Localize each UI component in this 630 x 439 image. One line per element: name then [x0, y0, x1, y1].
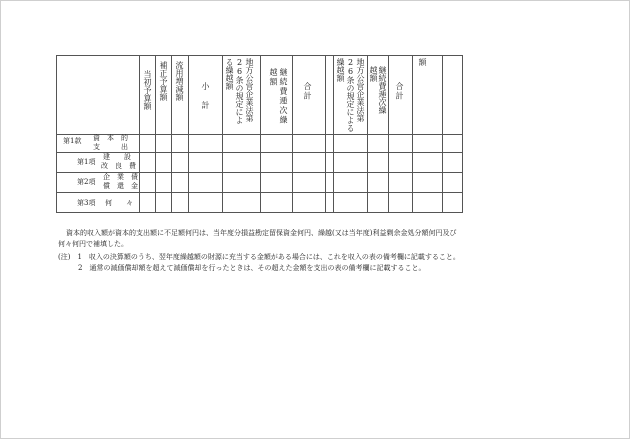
header-subtotal: 小 計	[201, 82, 210, 111]
header-initial-budget: 当初予算額	[143, 70, 152, 110]
notes	[58, 228, 468, 274]
header-article26-carryover-b: 地方公営企業法第26条の規定による繰越額	[336, 58, 365, 132]
header-continuing-carryover-a: 継続費逓次繰越額	[269, 68, 288, 125]
header-continuing-carryover-b: 継続費逓次繰越額	[369, 66, 387, 114]
row-label-construction: 建 設	[103, 153, 131, 161]
row-code-1: 第1款	[63, 137, 82, 145]
grid-line	[57, 192, 462, 193]
header-total-a: 合計	[303, 82, 312, 101]
header-transfer-adjustment: 流用増減額	[175, 61, 184, 101]
row-label-capital-expenditure-2: 支 出	[93, 143, 128, 151]
row-label-construction-2: 改 良 費	[101, 162, 136, 170]
header-supplementary-budget: 補正予算額	[159, 61, 168, 101]
header-total-b: 合計	[395, 82, 404, 101]
note-1: (注) 1 収入の決算額のうち、翌年度繰越額の財源に充当する金額がある場合には、これを収入の表の備考欄に記載すること。	[58, 253, 460, 261]
header-article26-carryover-a: 地方公営企業法第26条の規定による繰越額	[225, 58, 254, 124]
note-main: 資本的収入額が資本的支出額に不足額何円は、当年度分損益勘定留保資金何円、繰越(又は当年度)利益剰余金処分額何円及び何々何円で補填した。	[58, 229, 457, 248]
row-label-bond-repayment: 企 業 債	[103, 173, 138, 181]
row-label-misc: 何 々	[105, 199, 133, 207]
row-label-bond-repayment-2: 償 還 金	[103, 182, 138, 190]
header-amount: 額	[418, 58, 427, 66]
budget-table	[56, 55, 463, 213]
row-code-2: 第1項	[77, 158, 96, 166]
row-code-4: 第3項	[77, 199, 96, 207]
row-label-capital-expenditure: 資 本 的	[93, 134, 128, 142]
note-2: 2 通常の減価償却額を超えて減価償却を行ったときは、その超えた金額を支出の表の備考欄に記載すること。	[78, 264, 426, 272]
row-code-3: 第2項	[77, 178, 96, 186]
